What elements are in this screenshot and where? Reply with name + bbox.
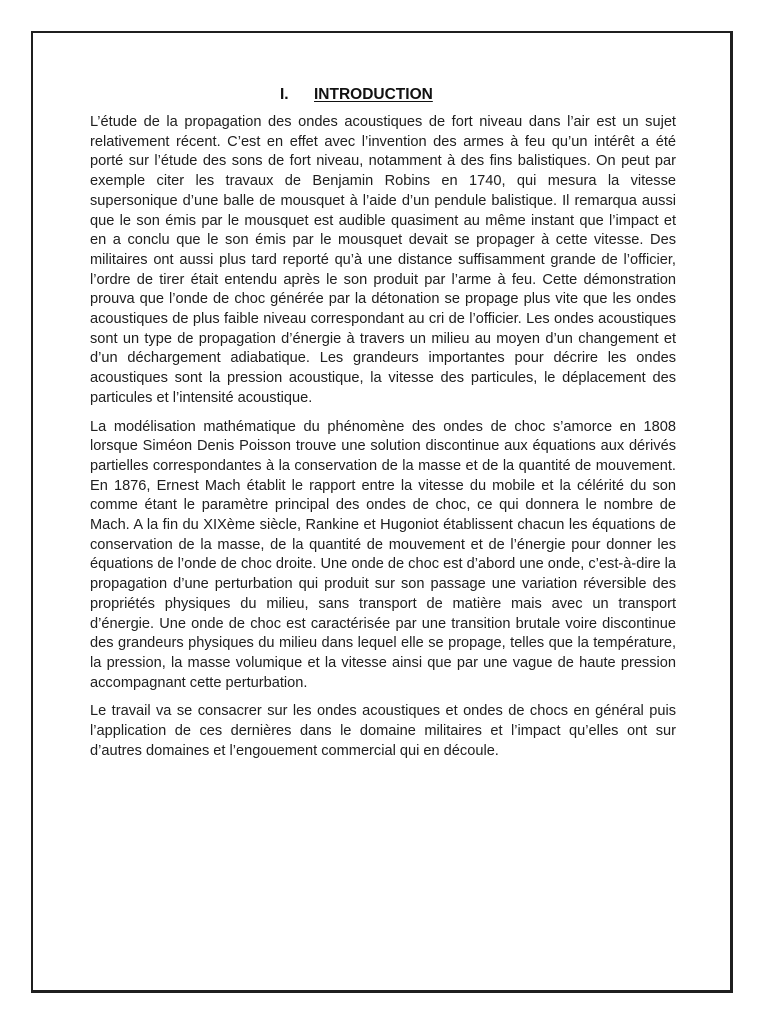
section-heading	[90, 84, 676, 106]
section-number: I.	[280, 86, 289, 103]
paragraph-1: L’étude de la propagation des ondes acoustiques de fort niveau dans l’air est un sujet relativement récent. C’est en effet avec l’invention des armes à feu qu’un intérêt a été porté sur l’étude des sons de fort niveau, notamment à des fins balistiques. On peut par exemple citer les travaux de Benjamin Robins en 1740, qui mesura la vitesse supersonique d’une balle de mousquet à l’aide d’un pendule balistique. Il remarqua aussi que le son émis par le mousquet est audible quasiment au même instant que l’impact et en a conclu que le son émis par le mousquet devait se propager à cette vitesse. Des militaires ont aussi plus tard reporté qu’à une distance suffisamment grande de l’officier, l’ordre de tirer était entendu après le son produit par l’arme à feu. Cette démonstration prouva que l’onde de choc générée par la détonation se propage plus vite que les ondes acoustiques de plus faible niveau correspondant au cri de l’officier. Les ondes acoustiques sont un type de propagation d’énergie à travers un milieu au moyen d’un changement et d’un déchargement adiabatique. Les grandeurs importantes pour décrire les ondes acoustiques sont la pression acoustique, la vitesse des particules, le déplacement des particules et l’intensité acoustique.	[90, 114, 676, 406]
section-title: INTRODUCTION	[314, 86, 433, 103]
paragraph-2: La modélisation mathématique du phénomène des ondes de choc s’amorce en 1808 lorsque Siméon Denis Poisson trouve une solution discontinue aux équations aux dérivés partielles correspondantes à la conservation de la masse et de la quantité de mouvement. En 1876, Ernest Mach établit le rapport entre la vitesse du mobile et la célérité du son comme étant le paramètre principal des ondes de choc, ce qui donnera le nombre de Mach. A la fin du XIXème siècle, Rankine et Hugoniot établissent chacun les équations de conservation de la masse, de la quantité de mouvement et de l’énergie pour donner les équations de l’onde de choc droite. Une onde de choc est d’abord une onde, c’est-à-dire la propagation d’une perturbation qui produit sur son passage une variation réversible des propriétés physiques du milieu, sans transport de matière mais avec un transport d’énergie. Une onde de choc est caractérisée par une transition brutale voire discontinue des grandeurs physiques du milieu dans lequel elle se propage, telles que la température, la pression, la masse volumique et la vitesse ainsi que par une vague de haute pression accompagnant cette perturbation.	[90, 418, 676, 691]
paragraph-3: Le travail va se consacrer sur les ondes acoustiques et ondes de chocs en général puis l’application de ces dernières dans le domaine militaires et l’impact qu’elles ont sur d’autres domaines et l’engouement commercial qui en découle.	[90, 703, 676, 759]
document-body	[90, 84, 676, 771]
